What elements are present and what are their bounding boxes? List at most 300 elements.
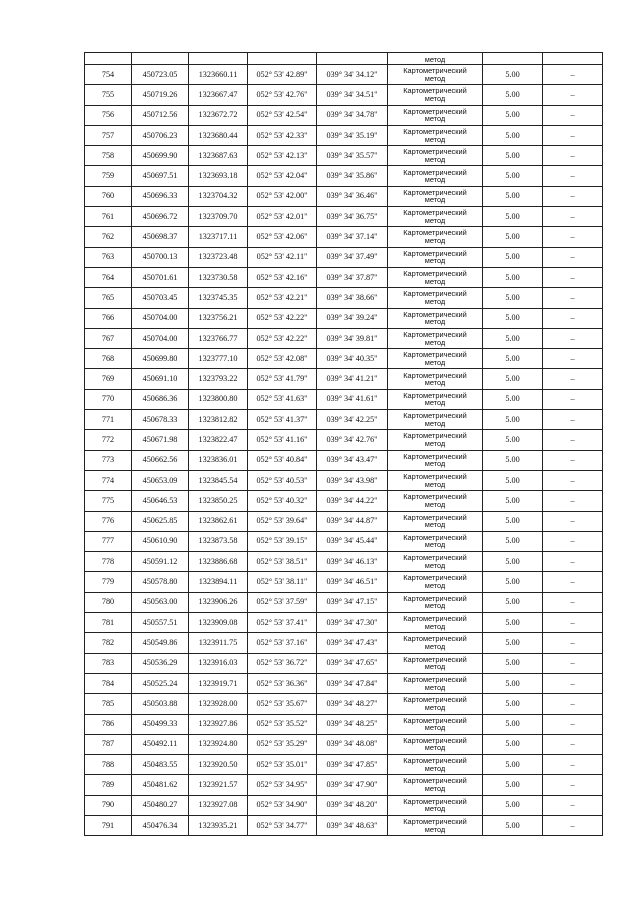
- method-label: Картометрический: [403, 695, 467, 705]
- longitude-cell: 039° 34' 47.85": [317, 755, 388, 775]
- method-cell: [388, 531, 483, 551]
- longitude-cell: 039° 34' 34.12": [317, 65, 388, 85]
- method-label: Картометрический: [403, 512, 467, 522]
- table-row: [85, 613, 603, 633]
- x-coordinate-cell: 450625.85: [132, 511, 189, 531]
- longitude-cell: 039° 34' 41.61": [317, 389, 388, 409]
- method-label: Картометрический: [403, 471, 467, 481]
- method-cell: [388, 125, 483, 145]
- method-cell: [388, 247, 483, 267]
- latitude-cell: 052° 53' 35.01": [248, 755, 317, 775]
- method-label: Картометрический: [403, 593, 467, 603]
- latitude-cell: 052° 53' 36.72": [248, 653, 317, 673]
- accuracy-cell: 5.00: [483, 227, 543, 247]
- description-cell: –: [543, 653, 603, 673]
- latitude-cell: 052° 53' 40.32": [248, 491, 317, 511]
- longitude-cell: 039° 34' 48.27": [317, 694, 388, 714]
- longitude-cell: 039° 34' 46.51": [317, 572, 388, 592]
- y-coordinate-cell: 1323862.61: [189, 511, 248, 531]
- description-cell: –: [543, 592, 603, 612]
- latitude-cell: 052° 53' 39.15": [248, 531, 317, 551]
- method-label: Картометрический: [403, 390, 467, 400]
- method-cell: [388, 369, 483, 389]
- latitude-cell: 052° 53' 41.37": [248, 410, 317, 430]
- method-label: Картометрический: [403, 248, 467, 258]
- point-number-cell: 758: [85, 146, 132, 166]
- longitude-cell: 039° 34' 40.35": [317, 349, 388, 369]
- method-label: Картометрический: [403, 228, 467, 238]
- latitude-cell: 052° 53' 42.76": [248, 85, 317, 105]
- description-cell: –: [543, 511, 603, 531]
- method-label: метод: [424, 459, 446, 469]
- latitude-cell: 052° 53' 38.11": [248, 572, 317, 592]
- y-coordinate-cell: 1323777.10: [189, 349, 248, 369]
- description-cell: –: [543, 410, 603, 430]
- description-cell: –: [543, 389, 603, 409]
- accuracy-cell: 5.00: [483, 105, 543, 125]
- table-row: [85, 105, 603, 125]
- x-coordinate-cell: 450499.33: [132, 714, 189, 734]
- x-coordinate-cell: 450696.72: [132, 207, 189, 227]
- x-coordinate-cell: 450719.26: [132, 85, 189, 105]
- latitude-cell: 052° 53' 42.06": [248, 227, 317, 247]
- x-coordinate-cell: 450563.00: [132, 592, 189, 612]
- latitude-cell: 052° 53' 35.67": [248, 694, 317, 714]
- method-label: Картометрический: [403, 66, 467, 76]
- latitude-cell: 052° 53' 42.22": [248, 328, 317, 348]
- description-cell: –: [543, 775, 603, 795]
- y-coordinate-cell: 1323704.32: [189, 186, 248, 206]
- point-number-cell: 757: [85, 125, 132, 145]
- x-coordinate-cell: 450698.37: [132, 227, 189, 247]
- y-coordinate-cell: 1323920.50: [189, 755, 248, 775]
- longitude-cell: 039° 34' 35.57": [317, 146, 388, 166]
- method-label: метод: [424, 398, 446, 408]
- longitude-cell: 039° 34' 42.25": [317, 410, 388, 430]
- x-coordinate-cell: 450704.00: [132, 328, 189, 348]
- point-number-cell: 763: [85, 247, 132, 267]
- description-cell: –: [543, 288, 603, 308]
- x-coordinate-cell: 450476.34: [132, 815, 189, 835]
- x-coordinate-cell: 450703.45: [132, 288, 189, 308]
- method-label: Картометрический: [403, 350, 467, 360]
- accuracy-cell: 5.00: [483, 389, 543, 409]
- longitude-cell: 039° 34' 37.87": [317, 267, 388, 287]
- latitude-cell: 052° 53' 34.90": [248, 795, 317, 815]
- x-coordinate-cell: 450696.33: [132, 186, 189, 206]
- method-cell: [388, 146, 483, 166]
- method-label: метод: [424, 114, 446, 124]
- longitude-cell: 039° 34' 41.21": [317, 369, 388, 389]
- method-label: метод: [424, 621, 446, 631]
- point-number-cell: 756: [85, 105, 132, 125]
- method-cell: [388, 673, 483, 693]
- description-cell: –: [543, 105, 603, 125]
- method-label: Картометрический: [403, 269, 467, 279]
- latitude-cell: 052° 53' 34.95": [248, 775, 317, 795]
- x-coordinate-cell: 450610.90: [132, 531, 189, 551]
- description-cell: –: [543, 125, 603, 145]
- description-cell: –: [543, 531, 603, 551]
- x-coordinate-cell: 450481.62: [132, 775, 189, 795]
- y-coordinate-cell: 1323935.21: [189, 815, 248, 835]
- point-number-cell: 769: [85, 369, 132, 389]
- point-number-cell: 779: [85, 572, 132, 592]
- table-row: [85, 288, 603, 308]
- table-row: [85, 511, 603, 531]
- accuracy-cell: 5.00: [483, 815, 543, 835]
- method-label: Картометрический: [403, 451, 467, 461]
- method-label: Картометрический: [403, 289, 467, 299]
- accuracy-cell: 5.00: [483, 470, 543, 490]
- method-label: метод: [424, 276, 446, 286]
- method-cell: [388, 85, 483, 105]
- method-cell: [388, 592, 483, 612]
- method-label: Картометрический: [403, 492, 467, 502]
- method-label: Картометрический: [403, 147, 467, 157]
- x-coordinate-cell: 450503.88: [132, 694, 189, 714]
- description-cell: –: [543, 85, 603, 105]
- point-number-cell: 770: [85, 389, 132, 409]
- y-coordinate-cell: 1323822.47: [189, 430, 248, 450]
- latitude-cell: 052° 53' 42.33": [248, 125, 317, 145]
- x-coordinate-cell: 450557.51: [132, 613, 189, 633]
- method-cell: [388, 166, 483, 186]
- method-label: Картометрический: [403, 329, 467, 339]
- latitude-cell: 052° 53' 41.79": [248, 369, 317, 389]
- description-cell: –: [543, 247, 603, 267]
- latitude-cell: 052° 53' 42.21": [248, 288, 317, 308]
- accuracy-cell: 5.00: [483, 572, 543, 592]
- method-label: Картометрический: [403, 553, 467, 563]
- longitude-cell: 039° 34' 38.66": [317, 288, 388, 308]
- accuracy-cell: 5.00: [483, 349, 543, 369]
- method-label: Картометрический: [403, 208, 467, 218]
- point-number-cell: 776: [85, 511, 132, 531]
- longitude-cell: 039° 34' 34.78": [317, 105, 388, 125]
- accuracy-cell: 5.00: [483, 714, 543, 734]
- longitude-cell: 039° 34' 43.98": [317, 470, 388, 490]
- description-cell: –: [543, 734, 603, 754]
- accuracy-cell: 5.00: [483, 430, 543, 450]
- method-cell: [388, 694, 483, 714]
- method-label: Картометрический: [403, 309, 467, 319]
- point-number-cell: 761: [85, 207, 132, 227]
- method-label: метод: [424, 499, 446, 509]
- accuracy-cell: 5.00: [483, 795, 543, 815]
- table-row: [85, 207, 603, 227]
- table-row: [85, 450, 603, 470]
- description-cell: –: [543, 227, 603, 247]
- table-row: [85, 694, 603, 714]
- method-cell: [388, 410, 483, 430]
- point-number-cell: 772: [85, 430, 132, 450]
- y-coordinate-cell: 1323745.35: [189, 288, 248, 308]
- method-label: Картометрический: [403, 370, 467, 380]
- y-coordinate-cell: 1323911.75: [189, 633, 248, 653]
- method-label: Картометрический: [403, 411, 467, 421]
- latitude-cell: 052° 53' 42.00": [248, 186, 317, 206]
- method-cell: [388, 207, 483, 227]
- latitude-cell: 052° 53' 37.59": [248, 592, 317, 612]
- y-coordinate-cell: 1323687.63: [189, 146, 248, 166]
- y-coordinate-cell: 1323850.25: [189, 491, 248, 511]
- longitude-cell: 039° 34' 48.63": [317, 815, 388, 835]
- latitude-cell: 052° 53' 34.77": [248, 815, 317, 835]
- longitude-cell: 039° 34' 37.14": [317, 227, 388, 247]
- table-row: [85, 389, 603, 409]
- accuracy-cell: 5.00: [483, 410, 543, 430]
- table-row: [85, 775, 603, 795]
- longitude-cell: 039° 34' 39.24": [317, 308, 388, 328]
- description-cell: –: [543, 65, 603, 85]
- y-coordinate-cell: 1323928.00: [189, 694, 248, 714]
- accuracy-cell: 5.00: [483, 592, 543, 612]
- y-coordinate-cell: 1323927.86: [189, 714, 248, 734]
- point-number-cell: 764: [85, 267, 132, 287]
- point-number-cell: 768: [85, 349, 132, 369]
- table-row-continued: [85, 53, 603, 65]
- table-row: [85, 186, 603, 206]
- table-row: [85, 410, 603, 430]
- latitude-cell: 052° 53' 42.13": [248, 146, 317, 166]
- method-label: метод: [424, 540, 446, 550]
- longitude-cell: 039° 34' 35.86": [317, 166, 388, 186]
- method-label: Картометрический: [403, 431, 467, 441]
- accuracy-cell: 5.00: [483, 267, 543, 287]
- method-label: метод: [424, 134, 446, 144]
- y-coordinate-cell: 1323909.08: [189, 613, 248, 633]
- point-number-cell: 762: [85, 227, 132, 247]
- table-row: [85, 267, 603, 287]
- method-cell: [388, 389, 483, 409]
- table-row: [85, 815, 603, 835]
- description-cell: –: [543, 491, 603, 511]
- latitude-cell: 052° 53' 41.63": [248, 389, 317, 409]
- method-cell: [388, 186, 483, 206]
- method-label: метод: [424, 175, 446, 185]
- method-label: Картометрический: [403, 634, 467, 644]
- method-label: Картометрический: [403, 106, 467, 116]
- accuracy-cell: 5.00: [483, 65, 543, 85]
- y-coordinate-cell: 1323921.57: [189, 775, 248, 795]
- table-row: [85, 146, 603, 166]
- x-coordinate-cell: 450699.90: [132, 146, 189, 166]
- accuracy-cell: 5.00: [483, 85, 543, 105]
- accuracy-cell: 5.00: [483, 328, 543, 348]
- x-coordinate-cell: 450697.51: [132, 166, 189, 186]
- table-row: [85, 491, 603, 511]
- y-coordinate-cell: 1323680.44: [189, 125, 248, 145]
- method-label: Картометрический: [403, 735, 467, 745]
- longitude-cell: 039° 34' 42.76": [317, 430, 388, 450]
- table-row: [85, 247, 603, 267]
- point-number-cell: 790: [85, 795, 132, 815]
- point-number-cell: 782: [85, 633, 132, 653]
- latitude-cell: 052° 53' 38.51": [248, 552, 317, 572]
- method-cell: [388, 653, 483, 673]
- latitude-cell: 052° 53' 42.01": [248, 207, 317, 227]
- y-coordinate-cell: 1323660.11: [189, 65, 248, 85]
- point-number-cell: 773: [85, 450, 132, 470]
- method-label: метод: [424, 824, 446, 834]
- longitude-cell: 039° 34' 48.25": [317, 714, 388, 734]
- accuracy-cell: 5.00: [483, 146, 543, 166]
- description-cell: –: [543, 166, 603, 186]
- y-coordinate-cell: 1323723.48: [189, 247, 248, 267]
- x-coordinate-cell: 450678.33: [132, 410, 189, 430]
- table-row: [85, 125, 603, 145]
- method-label: метод: [424, 438, 446, 448]
- y-coordinate-cell: 1323717.11: [189, 227, 248, 247]
- method-cell: [388, 552, 483, 572]
- latitude-cell: 052° 53' 37.16": [248, 633, 317, 653]
- method-cell: [388, 450, 483, 470]
- longitude-cell: 039° 34' 46.13": [317, 552, 388, 572]
- point-number-cell: 755: [85, 85, 132, 105]
- description-cell: –: [543, 146, 603, 166]
- description-cell: –: [543, 369, 603, 389]
- x-coordinate-cell: 450536.29: [132, 653, 189, 673]
- accuracy-cell: 5.00: [483, 734, 543, 754]
- table-row: [85, 349, 603, 369]
- method-cell: [388, 633, 483, 653]
- longitude-cell: 039° 34' 43.47": [317, 450, 388, 470]
- method-label: метод: [424, 601, 446, 611]
- longitude-cell: 039° 34' 37.49": [317, 247, 388, 267]
- method-label: метод: [424, 296, 446, 306]
- x-coordinate-cell: 450712.56: [132, 105, 189, 125]
- longitude-cell: 039° 34' 47.43": [317, 633, 388, 653]
- method-label: Картометрический: [403, 167, 467, 177]
- point-number-cell: 789: [85, 775, 132, 795]
- longitude-cell: 039° 34' 44.87": [317, 511, 388, 531]
- longitude-cell: 039° 34' 47.90": [317, 775, 388, 795]
- description-cell: –: [543, 470, 603, 490]
- accuracy-cell: 5.00: [483, 531, 543, 551]
- method-label: Картометрический: [403, 715, 467, 725]
- description-cell: –: [543, 207, 603, 227]
- method-cell: [388, 491, 483, 511]
- accuracy-cell: 5.00: [483, 633, 543, 653]
- latitude-cell: 052° 53' 42.54": [248, 105, 317, 125]
- table-row: [85, 369, 603, 389]
- point-number-cell: 767: [85, 328, 132, 348]
- description-cell: –: [543, 430, 603, 450]
- method-cell: [388, 470, 483, 490]
- x-coordinate-cell: 450704.00: [132, 308, 189, 328]
- table-row: [85, 572, 603, 592]
- description-cell: –: [543, 673, 603, 693]
- method-label: метод: [424, 560, 446, 570]
- point-number-cell: 781: [85, 613, 132, 633]
- y-coordinate-cell: 1323927.08: [189, 795, 248, 815]
- point-number-cell: 774: [85, 470, 132, 490]
- y-coordinate-cell: 1323916.03: [189, 653, 248, 673]
- x-coordinate-cell: 450480.27: [132, 795, 189, 815]
- method-cell: [388, 714, 483, 734]
- point-number-cell: 777: [85, 531, 132, 551]
- method-label: метод: [424, 763, 446, 773]
- method-label: метод: [424, 154, 446, 164]
- description-cell: –: [543, 328, 603, 348]
- x-coordinate-cell: 450549.86: [132, 633, 189, 653]
- y-coordinate-cell: 1323924.80: [189, 734, 248, 754]
- y-coordinate-cell: 1323709.70: [189, 207, 248, 227]
- method-label: Картометрический: [403, 796, 467, 806]
- table-row: [85, 65, 603, 85]
- description-cell: –: [543, 552, 603, 572]
- latitude-cell: 052° 53' 36.36": [248, 673, 317, 693]
- table-row: [85, 227, 603, 247]
- x-coordinate-cell: 450578.80: [132, 572, 189, 592]
- method-cell: [388, 288, 483, 308]
- y-coordinate-cell: 1323812.82: [189, 410, 248, 430]
- x-coordinate-cell: 450591.12: [132, 552, 189, 572]
- accuracy-cell: 5.00: [483, 166, 543, 186]
- accuracy-cell: 5.00: [483, 775, 543, 795]
- table-row: [85, 85, 603, 105]
- coordinates-table: [84, 52, 603, 836]
- y-coordinate-cell: 1323906.26: [189, 592, 248, 612]
- method-cell: [388, 328, 483, 348]
- point-number-cell: 760: [85, 186, 132, 206]
- accuracy-cell: 5.00: [483, 369, 543, 389]
- point-number-cell: 778: [85, 552, 132, 572]
- x-coordinate-cell: 450700.13: [132, 247, 189, 267]
- description-cell: –: [543, 714, 603, 734]
- description-cell: –: [543, 633, 603, 653]
- table-row: [85, 470, 603, 490]
- x-coordinate-cell: 450492.11: [132, 734, 189, 754]
- table-row: [85, 531, 603, 551]
- x-coordinate-cell: 450701.61: [132, 267, 189, 287]
- point-number-cell: 759: [85, 166, 132, 186]
- method-label: метод: [424, 378, 446, 388]
- method-label: метод: [424, 256, 446, 266]
- description-cell: –: [543, 755, 603, 775]
- accuracy-cell: 5.00: [483, 125, 543, 145]
- table-row: [85, 166, 603, 186]
- y-coordinate-cell: 1323919.71: [189, 673, 248, 693]
- method-label: метод: [424, 337, 446, 347]
- method-label: метод: [424, 662, 446, 672]
- table-row: [85, 714, 603, 734]
- method-label: метод: [424, 479, 446, 489]
- y-coordinate-cell: 1323886.68: [189, 552, 248, 572]
- table-row: [85, 795, 603, 815]
- longitude-cell: 039° 34' 45.44": [317, 531, 388, 551]
- x-coordinate-cell: 450699.80: [132, 349, 189, 369]
- table-row: [85, 552, 603, 572]
- latitude-cell: 052° 53' 35.52": [248, 714, 317, 734]
- method-label: Картометрический: [403, 756, 467, 766]
- latitude-cell: 052° 53' 42.08": [248, 349, 317, 369]
- latitude-cell: 052° 53' 37.41": [248, 613, 317, 633]
- method-label: метод: [424, 317, 446, 327]
- y-coordinate-cell: 1323894.11: [189, 572, 248, 592]
- longitude-cell: 039° 34' 34.51": [317, 85, 388, 105]
- accuracy-cell: 5.00: [483, 755, 543, 775]
- method-label: метод: [424, 236, 446, 246]
- method-label: метод: [424, 357, 446, 367]
- y-coordinate-cell: 1323800.80: [189, 389, 248, 409]
- x-coordinate-cell: 450653.09: [132, 470, 189, 490]
- description-cell: –: [543, 815, 603, 835]
- x-coordinate-cell: 450662.56: [132, 450, 189, 470]
- method-label: метод: [424, 195, 446, 205]
- method-cell: [388, 815, 483, 835]
